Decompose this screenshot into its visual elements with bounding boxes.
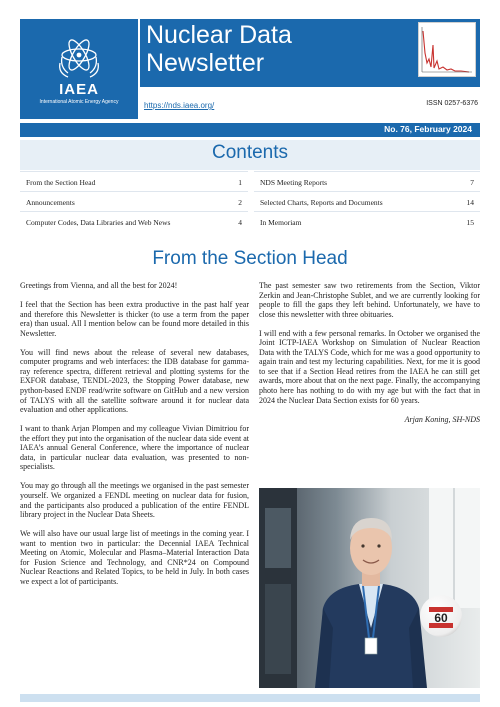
footer-bar (20, 694, 480, 702)
article-paragraph: Greetings from Vienna, and all the best for 2024! (20, 281, 178, 290)
toc-entry-page: 7 (470, 178, 474, 187)
toc-right-column (254, 171, 480, 231)
newsletter-title (146, 21, 292, 77)
title-line-2: Newsletter (146, 49, 265, 77)
toc-entry-page: 1 (238, 178, 242, 187)
issue-number: No. 76, February 2024 (384, 124, 472, 134)
toc-entry-label: In Memoriam (260, 218, 302, 227)
toc-entry-label: Selected Charts, Reports and Documents (260, 198, 383, 207)
toc-entry[interactable] (254, 191, 480, 211)
title-line-1: Nuclear Data (146, 21, 292, 49)
balloon-number: 60 (434, 611, 448, 625)
article-paragraph: I will end with a few personal remarks. In October we organised the Joint ICTP-IAEA Workshop on Simulation of Nuclear Reaction Data with the TALYS Code, which for me was a good opportunity to again train and test my lecturing capabilities. Next, for me it is good to see that if a Section Head retires from the IAEA he can still get awards, more about that on the next page. Finally, the accompanying photo here has nothing to do with my age but with the fact that in 2024 the Nuclear Data Section exists for 60 years. (259, 328, 480, 405)
toc-entry-page: 14 (466, 198, 474, 207)
contents-header (20, 140, 480, 170)
article-paragraph: The past semester saw two retirements from the Section, Viktor Zerkin and Jean-Christophe Sublet, and we are currently looking for people to fill the gaps they left behind. Unfortunately, we have to close this newsletter with three obituaries. (259, 281, 480, 319)
toc-entry-page: 4 (238, 218, 242, 227)
article-left-column (20, 281, 249, 596)
toc-left-column (20, 171, 248, 231)
toc-entry-label: Computer Codes, Data Libraries and Web News (26, 218, 171, 227)
contents-title: Contents (211, 142, 289, 163)
section-head-photo (259, 488, 480, 688)
article-paragraph: We will also have our usual large list of meetings in the coming year. I want to mention two in particular: the Decennial IAEA Technical Meeting on Atomic, Molecular and Plasma–Material Interaction Data for Fusion Science and Technology, and CNR*24 on Compound Nuclear Reactions and Related Topics, to be held in July. In both cases we expect a lot of participants. (20, 529, 249, 586)
article-paragraph: I want to thank Arjan Plompen and my colleague Vivian Dimitriou for the effort they put into the organisation of the nuclear data side event at IAEA’s annual General Conference, where the importance of nuclear data, in particular nuclear data evaluation, was presented to non-specialists. (20, 424, 249, 472)
toc-entry-label: From the Section Head (26, 178, 96, 187)
spectrum-thumbnail-icon (418, 22, 476, 77)
website-link[interactable]: https://nds.iaea.org/ (144, 101, 215, 110)
toc-entry[interactable] (254, 211, 480, 231)
author-signature: Arjan Koning, SH-NDS (404, 414, 480, 424)
article-paragraph: I feel that the Section has been extra productive in the past half year and therefore this Newsletter is thicker (to use a term from the paper era) than usual. All I mention below can be found more detailed in this Newsletter. (20, 300, 249, 338)
atom-emblem-icon (54, 33, 104, 79)
article-paragraph: You may go through all the meetings we organised in the past semester yourself. We organized a FENDL meeting on nuclear data for fusion, and the participants also produced a publication of the entire FENDL library project in the Nuclear Data Sheets. (20, 481, 249, 520)
iaea-logo (20, 19, 138, 119)
toc-entry[interactable] (20, 211, 248, 231)
toc-entry-page: 2 (238, 198, 242, 207)
toc-entry-label: NDS Meeting Reports (260, 178, 328, 187)
toc-entry[interactable] (20, 171, 248, 191)
toc-entry[interactable] (20, 191, 248, 211)
issue-bar (20, 123, 480, 137)
toc-entry-label: Announcements (26, 198, 75, 207)
issn-label: ISSN 0257-6376 (426, 100, 478, 107)
section-title: From the Section Head (152, 248, 348, 269)
toc-entry[interactable] (254, 171, 480, 191)
article-paragraph: You will find news about the release of several new databases, computer programs and web interfaces: the IDB database for gamma-ray reference spectra, different retrieval and plotting systems for the EXFOR database, TENDL-2023, the Stopping Power database, new python-based ENDF read/write software on GitHub and a new version of TALYS with all the satellite software around it for nuclear data evaluation and other applications. (20, 347, 249, 415)
logo-wordmark: IAEA (59, 81, 99, 98)
logo-subtitle: International Atomic Energy Agency (39, 99, 119, 105)
article-right-column (259, 281, 480, 434)
toc-entry-page: 15 (466, 218, 474, 227)
